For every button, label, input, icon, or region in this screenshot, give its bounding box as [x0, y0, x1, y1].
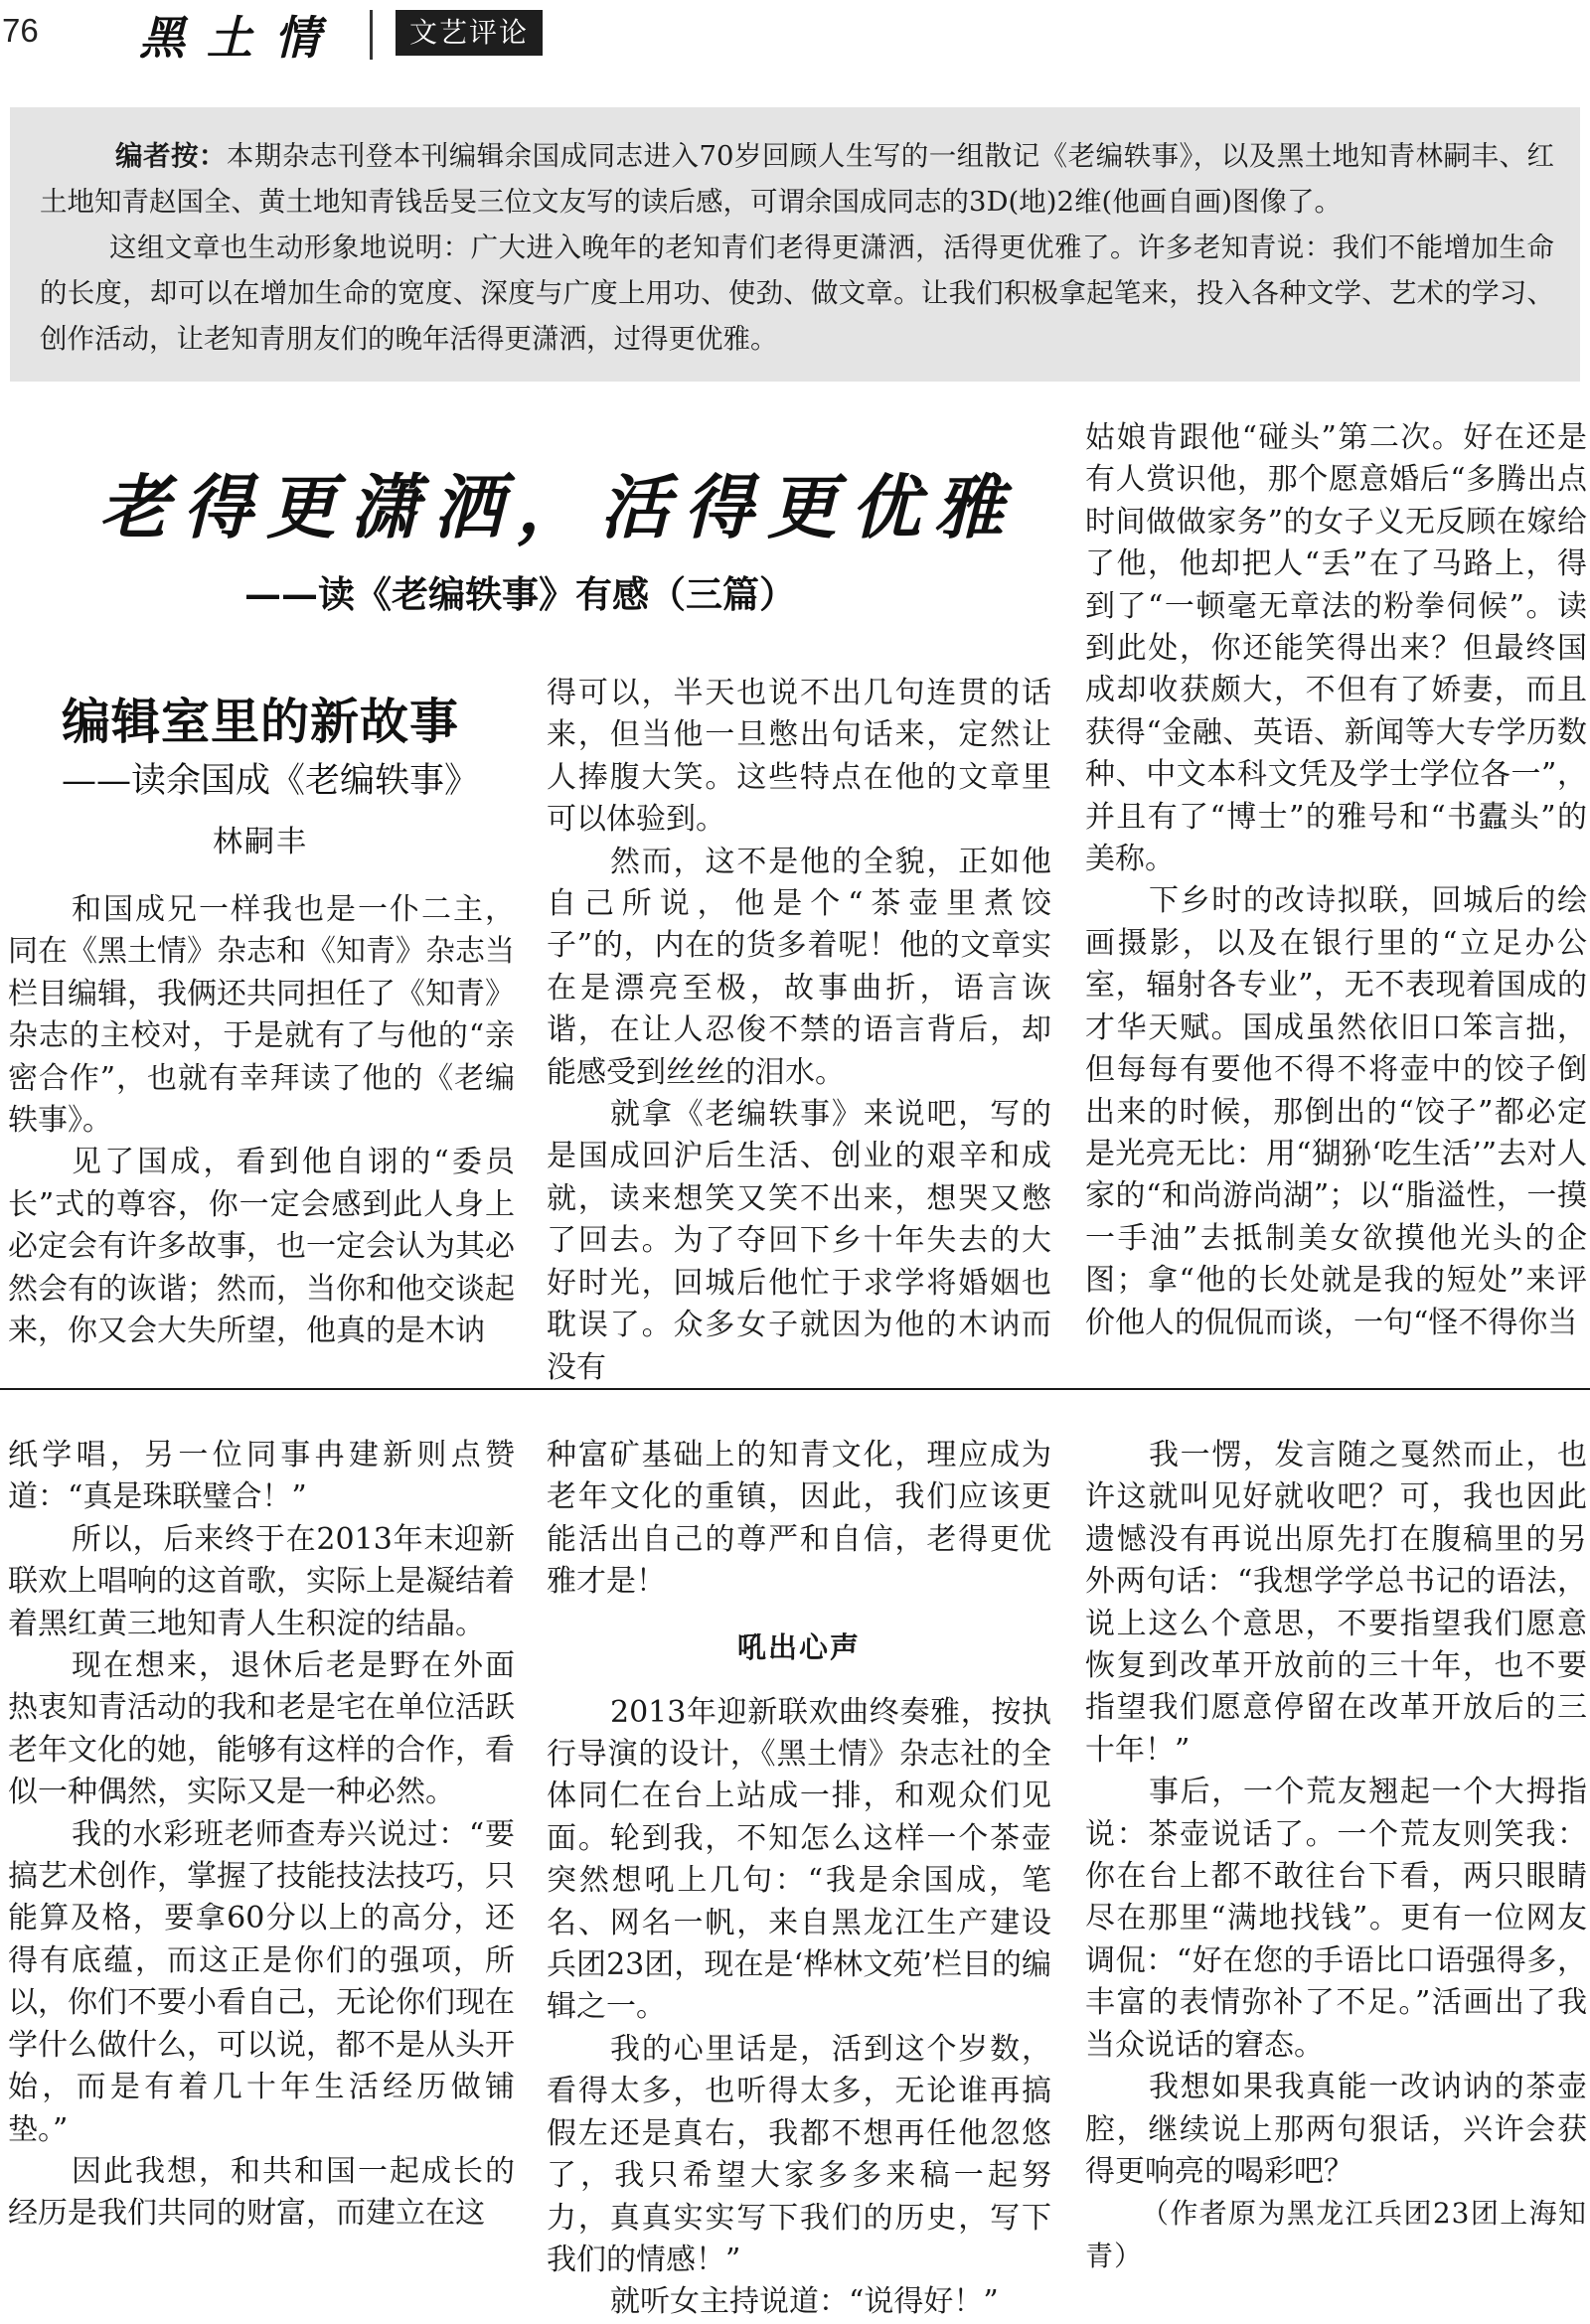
paragraph: 现在想来，退休后老是野在外面热衷知青活动的我和老是宅在单位活跃老年文化的她，能够有这样的合作，看似一种偶然，实际又是一种必然。 — [8, 1648, 515, 1810]
paragraph: 种富矿基础上的知青文化，理应成为老年文化的重镇，因此，我们应该更能活出自己的尊严和自信，老得更优雅才是！ — [547, 1438, 1051, 1600]
top-column-3 — [1085, 417, 1587, 1344]
paragraph: 我的水彩班老师查寿兴说过：“要搞艺术创作，掌握了技能技法技巧，只能算及格，要拿60分以上的高分，还得有底蕴，而这正是你们的强项，所以，你们不要小看自己，无论你们现在学什么做什么，可以说，都不是从头开始，而是有着几十年生活经历做铺垫。” — [8, 1816, 515, 2147]
paragraph: 下乡时的改诗拟联，回城后的绘画摄影，以及在银行里的“立足办公室，辐射各专业”，无不表现着国成的才华天赋。国成虽然依旧口笨言拙，但每每有要他不得不将壶中的饺子倒出来的时候，那倒出的“饺子”都必定是光亮无比：用“猢狲‘吃生活’”去对人家的“和尚游尚湖”；以“脂溢性，一摸一手油”去抵制美女欲摸他光头的企图；拿“他的长处就是我的短处”来评价他人的侃侃而谈，一句“怪不得你当 — [1085, 883, 1587, 1340]
editor-note-box — [10, 107, 1580, 382]
paragraph: 我的心里话是，活到这个岁数，看得太多，也听得太多，无论谁再搞假左还是真右，我都不想再任他忽悠了，我只希望大家多多来稿一起努力，真真实实写下我们的历史，写下我们的情感！” — [547, 2031, 1051, 2277]
paragraph: 纸学唱，另一位同事冉建新则点赞道：“真是珠联璧合！” — [8, 1438, 515, 1515]
top-column-2 — [547, 673, 1051, 1389]
paragraph: 和国成兄一样我也是一仆二主，同在《黑土情》杂志和《知青》杂志当栏目编辑，我俩还共同担任了《知青》杂志的主校对，于是就有了与他的“亲密合作”，也就有幸拜读了他的《老编轶事》。 — [8, 892, 515, 1139]
section-heading: 吼出心声 — [736, 1629, 861, 1664]
paragraph: 我想如果我真能一改讷讷的茶壶腔，继续说上那两句狠话，兴许会获得更响亮的喝彩吧？ — [1085, 2070, 1587, 2189]
editor-note-text-1: 本期杂志刊登本刊编辑余国成同志进入70岁回顾人生写的一组散记《老编轶事》，以及黑土地知青林嗣丰、红土地知青赵国全、黄土地知青钱岳旻三位文友写的读后感，可谓余国成同志的3D(地)2维(他画自画)图像了。 — [40, 140, 1554, 218]
main-subtitle: ——读《老编轶事》有感（三篇） — [244, 572, 796, 616]
editor-note-paragraph-2: 这组文章也生动形象地说明：广大进入晚年的老知青们老得更潇洒，活得更优雅了。许多老知青说：我们不能增加生命的长度，却可以在增加生命的宽度、深度与广度上用功、使劲、做文章。让我们积极拿起笔来，投入各种文学、艺术的学习、创作活动，让老知青朋友们的晚年活得更潇洒，过得更优雅。 — [40, 232, 1554, 355]
bottom-column-3 — [1085, 1435, 1587, 2277]
paragraph: 我一愣，发言随之戛然而止，也许这就叫见好就收吧？可，我也因此遗憾没有再说出原先打在腹稿里的另外两句话：“我想学学总书记的语法，说上这么个意思，不要指望我们愿意恢复到改革开放前的三十年，也不要指望我们愿意停留在改革开放后的三十年！” — [1085, 1438, 1587, 1768]
paragraph: 就拿《老编轶事》来说吧，写的是国成回沪后生活、创业的艰辛和成就，读来想笑又笑不出来，想哭又憋了回去。为了夺回下乡十年失去的大好时光，回城后他忙于求学将婚姻也耽误了。众多女子就因为他的木讷而没有 — [547, 1097, 1051, 1385]
page-header — [0, 0, 1590, 79]
paragraph: 因此我想，和共和国一起成长的经历是我们共同的财富，而建立在这 — [8, 2153, 515, 2232]
article-author: 林嗣丰 — [213, 825, 308, 859]
section-divider — [0, 1388, 1590, 1390]
article-title: 编辑室里的新故事 — [62, 694, 460, 750]
paragraph: 事后，一个荒友翘起一个大拇指说：茶壶说话了。一个荒友则笑我：你在台上都不敢往台下看，两只眼睛尽在那里“满地找钱”。更有一位网友调侃：“好在您的手语比口语强得多，丰富的表情弥补了不足。”活画出了我当众说话的窘态。 — [1085, 1775, 1587, 2063]
top-column-1 — [8, 889, 515, 1352]
paragraph: 然而，这不是他的全貌，正如他自己所说，他是个“茶壶里煮饺子”的，内在的货多着呢！他的文章实在是漂亮至极，故事曲折，语言诙谐，在让人忍俊不禁的语言背后，却能感受到丝丝的泪水。 — [547, 844, 1051, 1090]
paragraph: 所以，后来终于在2013年末迎新联欢上唱响的这首歌，实际上是凝结着着黑红黄三地知青人生积淀的结晶。 — [8, 1521, 515, 1641]
main-title: 老得更潇洒，活得更优雅 — [99, 466, 1018, 548]
editor-note-paragraph-1 — [40, 133, 1554, 225]
article-subtitle: ——读余国成《老编轶事》 — [62, 761, 480, 801]
paragraph: 就听女主持说道：“说得好！” — [610, 2284, 999, 2320]
bottom-column-1 — [8, 1435, 515, 2236]
paragraph: 得可以，半天也说不出几句连贯的话来，但当他一旦憋出句话来，定然让人捧腹大笑。这些特点在他的文章里可以体验到。 — [547, 676, 1051, 838]
magazine-name: 黑土情 — [139, 11, 342, 65]
editor-note-label: 编者按： — [115, 140, 227, 172]
author-byline: （作者原为黑龙江兵团23团上海知青） — [1085, 2197, 1587, 2272]
paragraph: 2013年迎新联欢曲终奏雅，按执行导演的设计，《黑土情》杂志社的全体同仁在台上站成一排，和观众们见面。轮到我，不知怎么这样一个茶壶突然想吼上几句：“我是余国成，笔名、网名一帆，来自黑龙江生产建设兵团23团，现在是‘桦林文苑’栏目的编辑之一。 — [547, 1694, 1051, 2025]
section-tag: 文艺评论 — [396, 10, 543, 56]
paragraph: 姑娘肯跟他“碰头”第二次。好在还是有人赏识他，那个愿意婚后“多腾出点时间做做家务”的女子义无反顾在嫁给了他，他却把人“丢”在了马路上，得到了“一顿毫无章法的粉拳伺候”。读到此处，你还能笑得出来？但最终国成却收获颇大，不但有了娇妻，而且获得“金融、英语、新闻等大专学历数种、中文本科文凭及学士学位各一”，并且有了“博士”的雅号和“书蠹头”的美称。 — [1085, 420, 1587, 877]
paragraph: 见了国成，看到他自诩的“委员长”式的尊容，你一定会感到此人身上必定会有许多故事，也一定会认为其必然会有的诙谐；然而，当你和他交谈起来，你又会大失所望，他真的是木讷 — [8, 1145, 515, 1349]
page-number: 76 — [2, 12, 39, 49]
header-divider — [370, 10, 373, 60]
bottom-column-2 — [547, 1435, 1051, 2324]
